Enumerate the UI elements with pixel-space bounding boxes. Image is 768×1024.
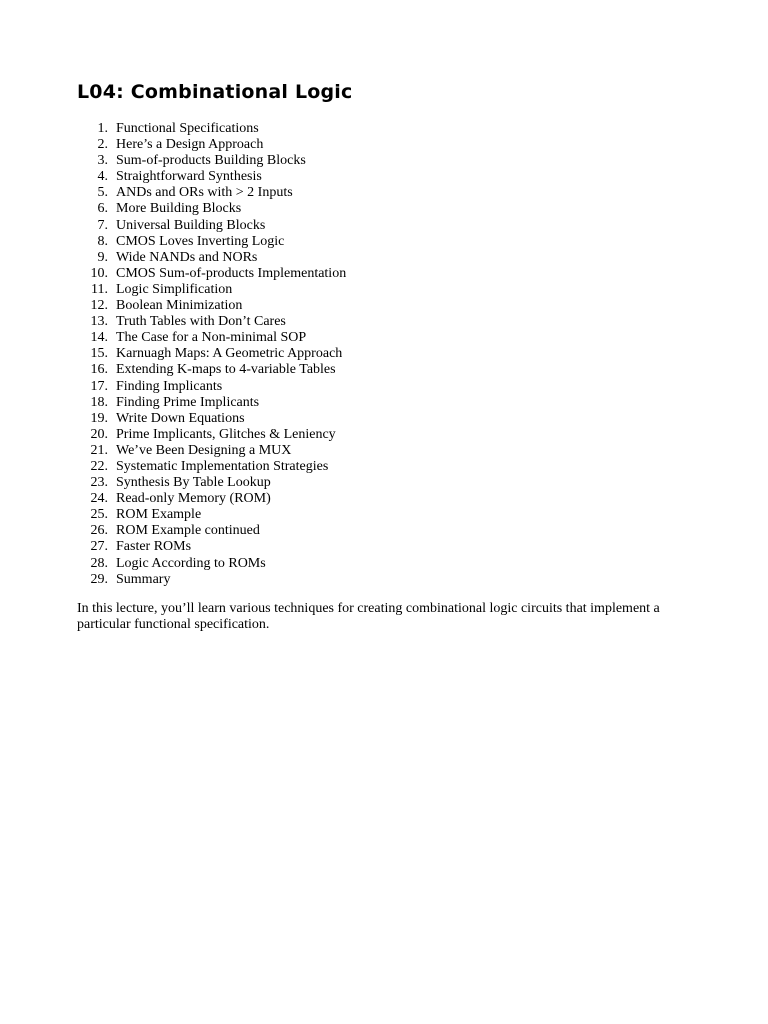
list-item-number: 16.	[90, 362, 108, 378]
list-item-text: Finding Implicants	[116, 378, 223, 394]
list-item	[77, 539, 697, 555]
list-item-number: 22.	[90, 458, 108, 474]
list-item	[77, 266, 697, 282]
list-item	[77, 314, 697, 330]
list-item-text: The Case for a Non-minimal SOP	[116, 330, 307, 346]
list-item-text: Logic According to ROMs	[116, 555, 266, 571]
list-item	[77, 523, 697, 539]
list-item	[77, 572, 697, 588]
list-item-text: CMOS Loves Inverting Logic	[116, 233, 285, 249]
list-item-text: Synthesis By Table Lookup	[116, 475, 271, 491]
list-item-number: 1.	[97, 121, 108, 136]
list-item-number: 15.	[90, 346, 108, 362]
list-item-number: 8.	[97, 233, 108, 249]
list-item	[77, 153, 697, 169]
list-item	[77, 459, 697, 475]
list-item-number: 21.	[90, 442, 108, 458]
list-item-number: 7.	[97, 217, 108, 233]
list-item-text: Summary	[116, 571, 171, 587]
list-item	[77, 185, 697, 201]
list-item-number: 10.	[90, 265, 108, 281]
list-item-text: We’ve Been Designing a MUX	[116, 442, 292, 458]
list-item-text: Prime Implicants, Glitches & Leniency	[116, 426, 336, 442]
list-item	[77, 250, 697, 266]
list-item-number: 11.	[91, 281, 108, 297]
list-item-text: CMOS Sum-of-products Implementation	[116, 265, 347, 281]
list-item-text: Systematic Implementation Strategies	[116, 458, 329, 474]
list-item-number: 4.	[97, 169, 108, 185]
list-item-text: Boolean Minimization	[116, 298, 243, 314]
list-item	[77, 121, 697, 137]
list-item	[77, 201, 697, 217]
list-item-number: 3.	[97, 153, 108, 169]
list-item	[77, 379, 697, 395]
list-item-text: Functional Specifications	[116, 121, 259, 136]
list-item-number: 6.	[97, 201, 108, 217]
list-item-number: 17.	[90, 378, 108, 394]
list-item-number: 29.	[90, 571, 108, 587]
list-item	[77, 507, 697, 523]
list-item-text: Sum-of-products Building Blocks	[116, 153, 306, 169]
list-item	[77, 298, 697, 314]
list-item-text: Extending K-maps to 4-variable Tables	[116, 362, 336, 378]
lecture-summary: In this lecture, you’ll learn various techniques for creating combinational logic circuits that implement a particular functional specification.	[77, 600, 660, 633]
list-item	[77, 330, 697, 346]
list-item-number: 2.	[97, 137, 108, 153]
list-item-text: Truth Tables with Don’t Cares	[116, 314, 286, 330]
list-item	[77, 411, 697, 427]
list-item-text: Write Down Equations	[116, 410, 245, 426]
document-page	[77, 79, 697, 634]
list-item	[77, 218, 697, 234]
list-item-number: 25.	[90, 507, 108, 523]
list-item-number: 13.	[90, 314, 108, 330]
list-item	[77, 475, 697, 491]
list-item	[77, 443, 697, 459]
list-item-text: Here’s a Design Approach	[116, 137, 264, 153]
list-item-text: Karnuagh Maps: A Geometric Approach	[116, 346, 343, 362]
list-item	[77, 491, 697, 507]
list-item-text: Faster ROMs	[116, 539, 192, 555]
list-item-text: Straightforward Synthesis	[116, 169, 262, 185]
list-item-text: Read-only Memory (ROM)	[116, 491, 271, 507]
list-item-text: Finding Prime Implicants	[116, 394, 260, 410]
list-item-number: 27.	[90, 539, 108, 555]
list-item-number: 12.	[90, 298, 108, 314]
list-item-number: 18.	[90, 394, 108, 410]
list-item	[77, 137, 697, 153]
list-item-number: 14.	[90, 330, 108, 346]
list-item	[77, 362, 697, 378]
page-title: L04: Combinational Logic	[77, 81, 353, 103]
list-item-text: Logic Simplification	[116, 281, 233, 297]
list-item-number: 26.	[90, 523, 108, 539]
list-item-text: Universal Building Blocks	[116, 217, 266, 233]
list-item-number: 24.	[90, 491, 108, 507]
list-item-number: 23.	[90, 475, 108, 491]
list-item-text: More Building Blocks	[116, 201, 242, 217]
list-item	[77, 169, 697, 185]
list-item-number: 19.	[90, 410, 108, 426]
list-item	[77, 346, 697, 362]
list-item-text: Wide NANDs and NORs	[116, 249, 258, 265]
list-item-text: ANDs and ORs with > 2 Inputs	[116, 185, 293, 201]
list-item-number: 20.	[90, 426, 108, 442]
list-item-number: 28.	[90, 555, 108, 571]
table-of-contents	[77, 121, 697, 588]
list-item	[77, 556, 697, 572]
list-item	[77, 427, 697, 443]
list-item-number: 5.	[97, 185, 108, 201]
list-item	[77, 234, 697, 250]
list-item	[77, 395, 697, 411]
list-item-text: ROM Example	[116, 507, 202, 523]
list-item-number: 9.	[97, 249, 108, 265]
list-item-text: ROM Example continued	[116, 523, 260, 539]
list-item	[77, 282, 697, 298]
